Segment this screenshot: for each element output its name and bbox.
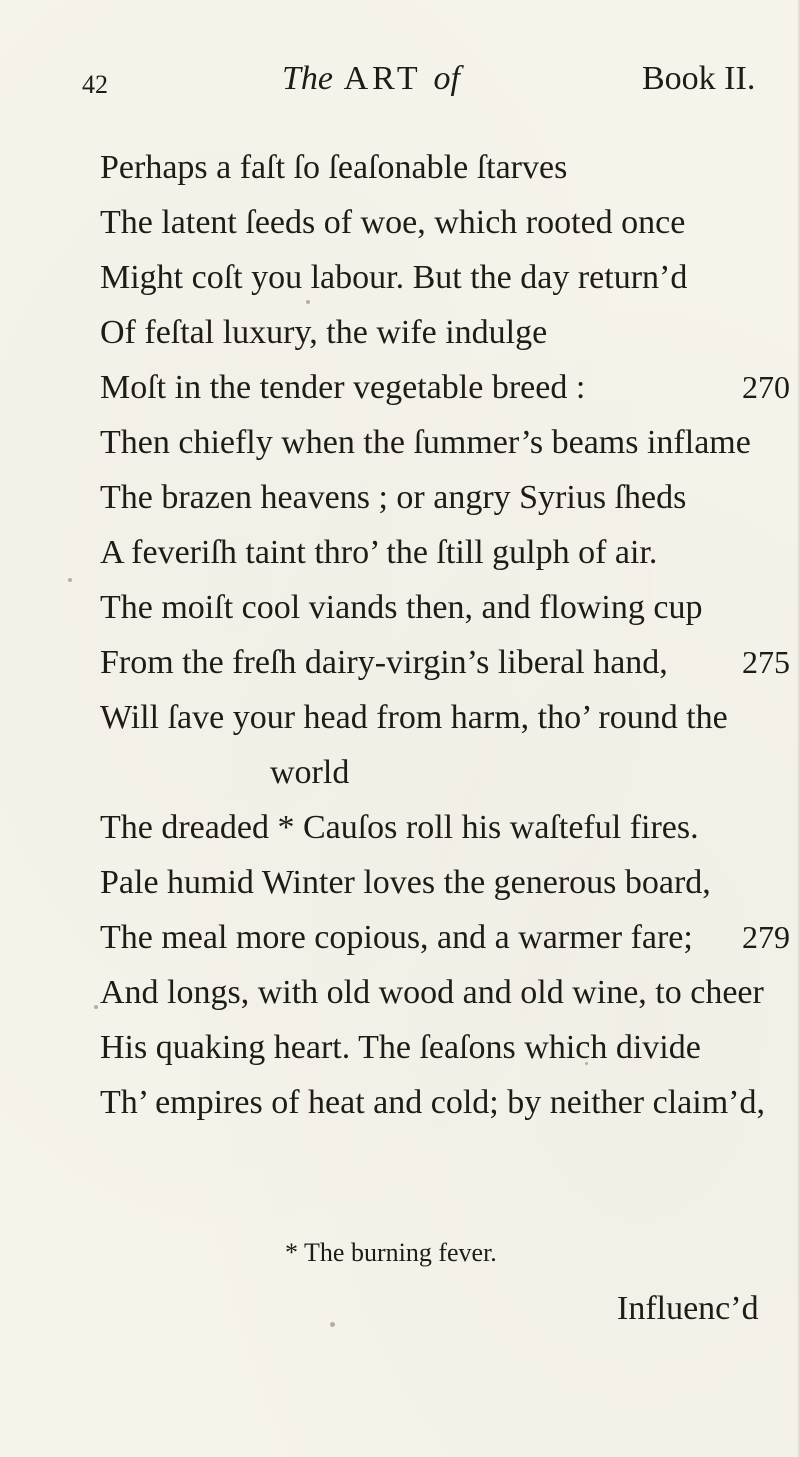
line-text: The dreaded * Cauſos roll his waſteful fires. <box>100 809 699 846</box>
line-text: Will ſave your head from harm, tho’ round the <box>100 699 728 736</box>
paper-speck <box>68 578 72 582</box>
line-text: Then chiefly when the ſummer’s beams inflame <box>100 424 751 461</box>
line-text: world <box>270 754 350 791</box>
line-number: 279 <box>742 919 790 955</box>
line-text: From the freſh dairy-virgin’s liberal hand, <box>100 644 668 681</box>
line-number: 275 <box>742 644 790 680</box>
line-text: Pale humid Winter loves the generous board, <box>100 864 711 901</box>
line-text: And longs, with old wood and old wine, to cheer <box>100 974 764 1011</box>
poem-line <box>100 360 790 415</box>
poem-line-continuation <box>100 745 790 800</box>
poem-line <box>100 470 790 525</box>
book-label: Book II. <box>642 60 756 97</box>
line-text: Might coſt you labour. But the day return’d <box>100 259 688 296</box>
line-text: The meal more copious, and a warmer fare; <box>100 919 693 956</box>
running-title-prefix: The <box>282 60 333 97</box>
poem-line <box>100 525 790 580</box>
paper-speck <box>330 1322 335 1327</box>
poem-text <box>100 140 790 1130</box>
poem-line <box>100 800 790 855</box>
poem-line <box>100 140 790 195</box>
line-text: A feveriſh taint thro’ the ſtill gulph of air. <box>100 534 658 571</box>
catchword: Influenc’d <box>617 1290 759 1327</box>
poem-line <box>100 965 790 1020</box>
footnote: * The burning fever. <box>285 1238 497 1267</box>
running-title-main: ART <box>343 60 421 97</box>
line-text: Moſt in the tender vegetable breed : <box>100 369 586 406</box>
poem-line <box>100 195 790 250</box>
poem-line <box>100 690 790 745</box>
poem-line <box>100 305 790 360</box>
poem-line <box>100 855 790 910</box>
line-text: Of feſtal luxury, the wife indulge <box>100 314 548 351</box>
line-text: Th’ empires of heat and cold; by neither claim’d, <box>100 1084 765 1121</box>
running-header <box>82 60 782 110</box>
paper-speck <box>306 300 310 304</box>
running-title-suffix: of <box>433 60 460 97</box>
poem-line <box>100 250 790 305</box>
line-number: 270 <box>742 369 790 405</box>
poem-line <box>100 1020 790 1075</box>
poem-line <box>100 580 790 635</box>
paper-speck <box>94 1005 98 1009</box>
line-text: The moiſt cool viands then, and flowing cup <box>100 589 703 626</box>
page-number: 42 <box>82 70 108 99</box>
poem-line <box>100 415 790 470</box>
poem-line <box>100 910 790 965</box>
line-text: The latent ſeeds of woe, which rooted once <box>100 204 686 241</box>
poem-line <box>100 1075 790 1130</box>
line-text: The brazen heavens ; or angry Syrius ſheds <box>100 479 687 516</box>
running-title <box>282 60 460 98</box>
line-text: Perhaps a faſt ſo ſeaſonable ſtarves <box>100 149 568 186</box>
poem-line <box>100 635 790 690</box>
paper-speck <box>585 1062 588 1065</box>
line-text: His quaking heart. The ſeaſons which divide <box>100 1029 701 1066</box>
